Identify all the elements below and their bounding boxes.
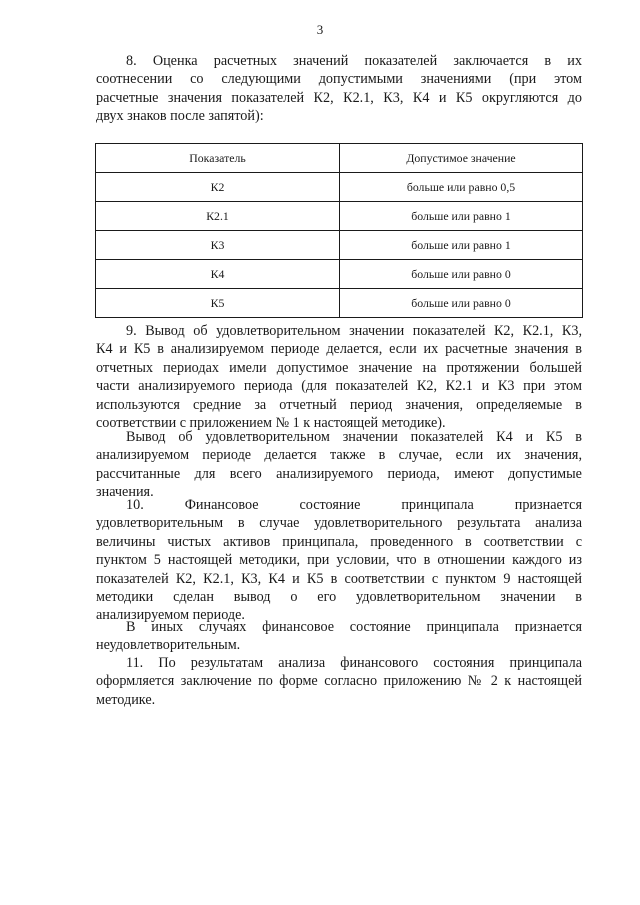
text-line: отчетных периодах имели допустимое значение на протяжении большей: [96, 359, 582, 376]
allowed-value-cell: больше или равно 1: [340, 231, 583, 260]
text-line: расчетные значения показателей К2, К2.1, К3, К4 и К5 округляются до: [96, 89, 582, 106]
column-header-allowed-value: Допустимое значение: [340, 144, 583, 173]
indicator-cell: К4: [96, 260, 340, 289]
table-row: [96, 289, 583, 318]
table-row: [96, 173, 583, 202]
text-line: К4 и К5 в анализируемом периоде делается, если их расчетные значения в: [96, 341, 582, 358]
table-header-row: [96, 144, 583, 173]
text-line: рассчитанные для всего анализируемого периода, имеют допустимые: [96, 465, 582, 482]
paragraph-9-continuation: [96, 428, 582, 502]
allowed-value-cell: больше или равно 0,5: [340, 173, 583, 202]
text-line: значения.: [96, 484, 154, 501]
paragraph-9: [96, 322, 582, 432]
table-row: [96, 260, 583, 289]
indicator-cell: К5: [96, 289, 340, 318]
text-line: анализируемом периоде делается также в случае, если их значения,: [96, 447, 582, 464]
indicators-table: [95, 143, 583, 318]
text-line: показателей К2, К2.1, К3, К4 и К5 в соответствии с пунктом 9 настоящей: [96, 570, 582, 587]
indicator-cell: К2: [96, 173, 340, 202]
text-line: В иных случаях финансовое состояние принципала признается: [126, 619, 582, 635]
text-line: методике.: [96, 691, 156, 708]
text-line: неудовлетворительным.: [96, 637, 241, 654]
paragraph-10-continuation: [96, 618, 582, 655]
text-line: методики сделан вывод о его удовлетворительном значении в: [96, 589, 582, 606]
indicator-cell: К2.1: [96, 202, 340, 231]
text-line: соотнесении со следующими допустимыми значениями (при этом: [96, 71, 582, 88]
text-line: Вывод об удовлетворительном значении показателей К4 и К5 в: [126, 429, 582, 445]
text-line: анализируемом периоде.: [96, 607, 245, 624]
indicator-cell: К3: [96, 231, 340, 260]
allowed-value-cell: больше или равно 0: [340, 289, 583, 318]
table-row: [96, 202, 583, 231]
paragraph-10: [96, 496, 582, 625]
allowed-value-cell: больше или равно 0: [340, 260, 583, 289]
paragraph-8: [96, 52, 582, 126]
table-row: [96, 231, 583, 260]
allowed-value-cell: больше или равно 1: [340, 202, 583, 231]
text-line: 10. Финансовое состояние принципала признается: [126, 497, 582, 513]
text-line: 8. Оценка расчетных значений показателей заключается в их: [126, 53, 582, 69]
text-line: части анализируемого периода (для показателей К2, К2.1 и К3 при этом: [96, 378, 582, 395]
column-header-indicator: Показатель: [96, 144, 340, 173]
text-line: соответствии с приложением № 1 к настоящей методике).: [96, 415, 446, 432]
text-line: 11. По результатам анализа финансового состояния принципала: [126, 655, 582, 671]
text-line: удовлетворительным в случае удовлетворительного результата анализа: [96, 515, 582, 532]
text-line: оформляется заключение по форме согласно приложению № 2 к настоящей: [96, 673, 582, 690]
text-line: пунктом 5 настоящей методики, при условии, что в отношении каждого из: [96, 552, 582, 569]
text-line: 9. Вывод об удовлетворительном значении показателей К2, К2.1, К3,: [126, 323, 582, 339]
page-number: 3: [316, 22, 324, 37]
text-line: используются средние за отчетный период значения, определяемые в: [96, 396, 582, 413]
text-line: величины чистых активов принципала, проведенного в соответствии с: [96, 533, 582, 550]
text-line: двух знаков после запятой):: [96, 108, 264, 125]
paragraph-11: [96, 654, 582, 709]
